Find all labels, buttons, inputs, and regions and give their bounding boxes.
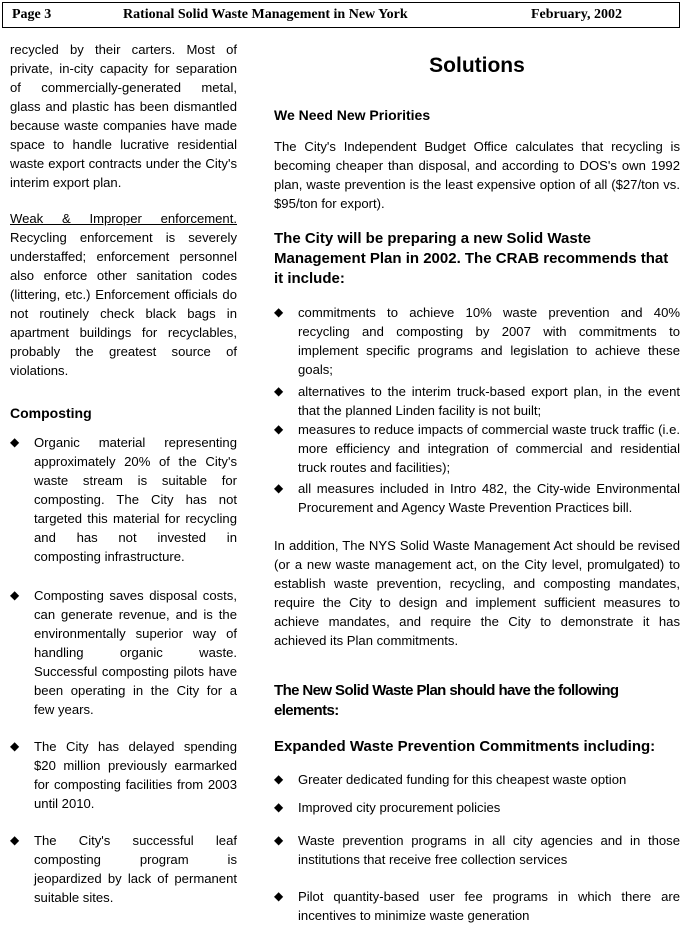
diamond-bullet-icon: ◆ xyxy=(10,739,20,753)
diamond-bullet-icon: ◆ xyxy=(274,305,284,319)
diamond-bullet-icon: ◆ xyxy=(274,422,284,436)
enforcement-heading: Weak & Improper enforcement. xyxy=(10,211,237,226)
plan-heading: The City will be preparing a new Solid Waste Management Plan in 2002. The CRAB recommends that it include: xyxy=(274,230,669,287)
page-number: Page 3 xyxy=(12,7,52,22)
issue-date: February, 2002 xyxy=(531,7,622,22)
diamond-bullet-icon: ◆ xyxy=(274,800,284,814)
left-column xyxy=(10,40,237,907)
enforcement-text: Recycling enforcement is severely understaffed; enforcement personnel also enforce other sanitation codes (littering, etc.) Enforcement officials do not routinely check black bags in apartment buildings for recyclables, probably the greatest source of violations. xyxy=(10,230,237,378)
solutions-title: Solutions xyxy=(429,54,525,77)
composting-bullet: ◆ The City has delayed spending $20 million previously earmarked for composting facilities from 2003 until 2010. xyxy=(10,739,237,811)
right-column xyxy=(274,54,680,925)
diamond-bullet-icon: ◆ xyxy=(10,588,20,602)
diamond-bullet-icon: ◆ xyxy=(274,481,284,495)
composting-bullet: ◆ Organic material representing approximately 20% of the City's waste stream is suitable for composting. The City has not targeted this material for recycling and has not invested in composting infrastructure. xyxy=(10,435,237,564)
intro-paragraph: recycled by their carters. Most of private, in-city capacity for separation of commercially-generated metal, glass and plastic has been dismantled because waste companies have made space to handle lucrative residential waste export contracts under the City's interim export plan. xyxy=(10,42,237,190)
diamond-bullet-icon: ◆ xyxy=(10,833,20,847)
priorities-paragraph: The City's Independent Budget Office calculates that recycling is becoming cheaper than disposal, and according to DOS's own 1992 plan, waste prevention is the least expensive option of all ($27/ton vs. $95/ton for export). xyxy=(274,139,680,211)
plan-bullet: ◆ alternatives to the interim truck-based export plan, in the event that the planned Linden facility is not built; xyxy=(274,384,680,418)
newsletter-title: Rational Solid Waste Management in New York xyxy=(123,7,408,22)
diamond-bullet-icon: ◆ xyxy=(274,772,284,786)
plan-bullet: ◆ measures to reduce impacts of commercial waste truck traffic (i.e. more efficiency and integration of commercial and residential truck routes and facilities); xyxy=(274,422,680,475)
composting-heading: Composting xyxy=(10,405,92,421)
plan-bullet: ◆ commitments to achieve 10% waste prevention and 40% recycling and composting by 2007 with commitments to implement specific programs and legislation to achieve these goals; xyxy=(274,305,680,377)
page-header xyxy=(2,2,680,28)
elements-heading: The New Solid Waste Plan should have the following elements: xyxy=(274,682,619,719)
expanded-bullet: ◆ Greater dedicated funding for this cheapest waste option xyxy=(274,772,627,787)
composting-bullet: ◆ Composting saves disposal costs, can generate revenue, and is the environmentally superior way of handling organic waste. Successful composting pilots have been operating in the City for a few years. xyxy=(10,588,237,717)
plan-bullet: ◆ all measures included in Intro 482, the City-wide Environmental Procurement and Agency Waste Prevention Practices bill. xyxy=(274,481,680,515)
expanded-bullet: ◆ Pilot quantity-based user fee programs in which there are incentives to minimize waste generation xyxy=(274,889,680,923)
diamond-bullet-icon: ◆ xyxy=(274,833,284,847)
composting-bullet: ◆ The City's successful leaf composting program is jeopardized by lack of permanent suitable sites. xyxy=(10,833,237,905)
diamond-bullet-icon: ◆ xyxy=(274,889,284,903)
enforcement-paragraph xyxy=(10,209,237,380)
expanded-bullet: ◆ Improved city procurement policies xyxy=(274,800,501,815)
priorities-heading: We Need New Priorities xyxy=(274,107,431,123)
expanded-heading: Expanded Waste Prevention Commitments including: xyxy=(274,738,656,755)
expanded-bullet: ◆ Waste prevention programs in all city agencies and in those institutions that receive free collection services xyxy=(274,833,680,867)
diamond-bullet-icon: ◆ xyxy=(10,435,20,449)
nys-act-paragraph: In addition, The NYS Solid Waste Management Act should be revised (or a new waste management act, on the City level, promulgated) to establish waste prevention, recycling, and composting mandates, require the City to design and implement sufficient measures to achieve mandates, and require the City to demonstrate it has achieved its Plan commitments. xyxy=(274,538,680,648)
diamond-bullet-icon: ◆ xyxy=(274,384,284,398)
